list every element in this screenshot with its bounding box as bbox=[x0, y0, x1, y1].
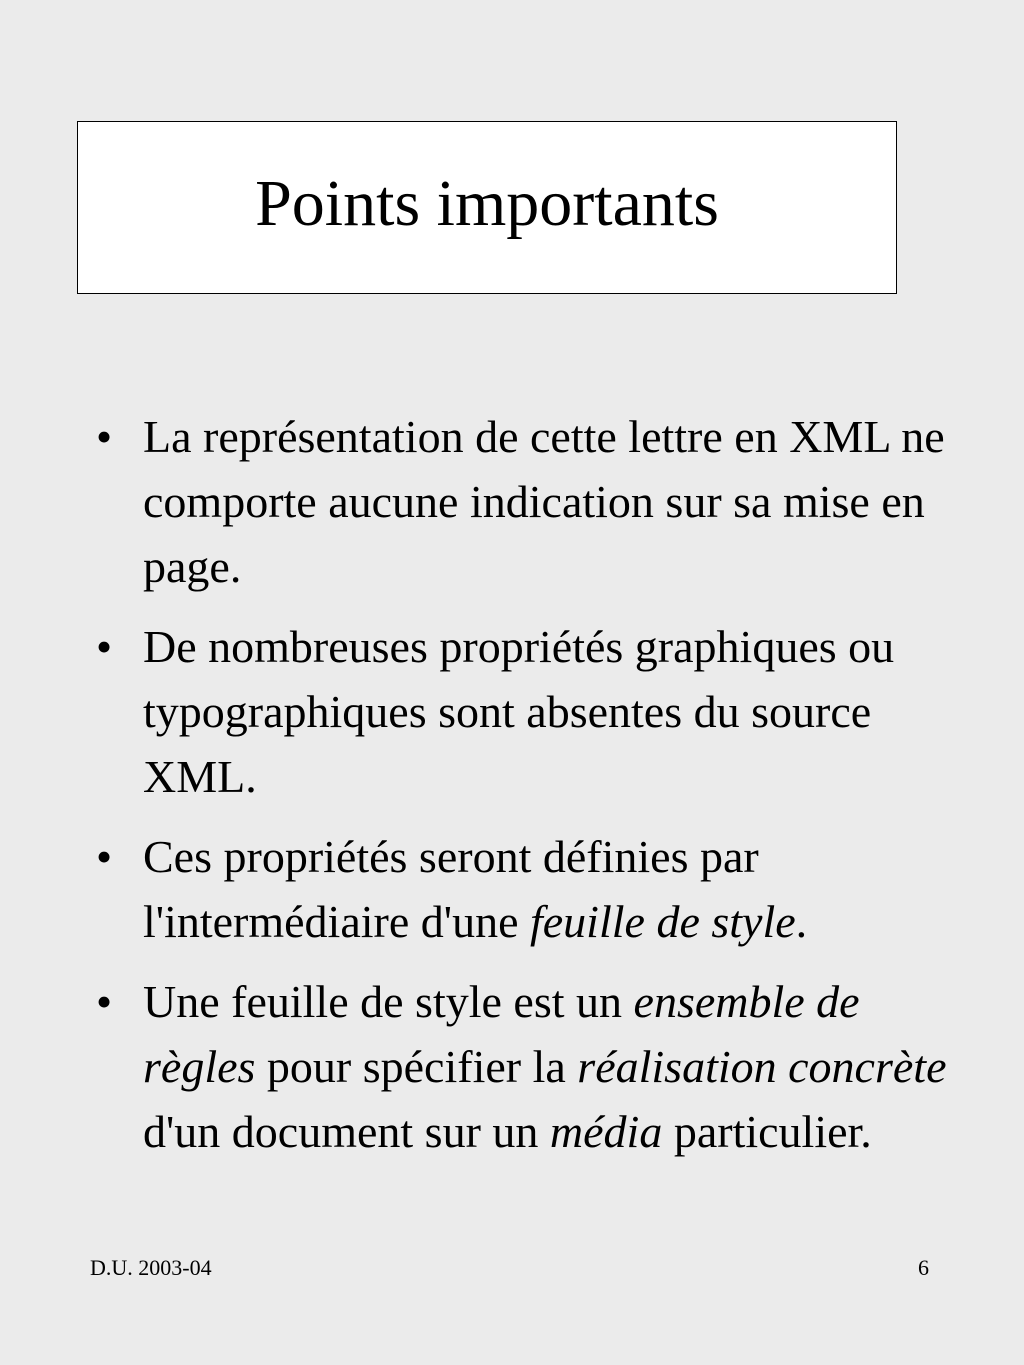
slide-title: Points importants bbox=[255, 166, 719, 240]
bullet-text: La représentation de cette lettre en XML ne comporte aucune indication sur sa mise en page. bbox=[143, 411, 945, 592]
slide-title-box bbox=[77, 121, 897, 294]
emphasis-term: ensemble de règles bbox=[143, 976, 860, 1092]
bullet-text-part: d'un document sur un bbox=[143, 1106, 550, 1157]
bullet-text: De nombreuses propriétés graphiques ou typographiques sont absentes du source XML. bbox=[143, 621, 895, 802]
bullet-text-part: Une feuille de style est un bbox=[143, 976, 634, 1027]
bullet-text-part: . bbox=[795, 896, 808, 947]
bullet-item bbox=[0, 824, 1024, 954]
bullet-icon: • bbox=[96, 621, 113, 672]
bullet-icon: • bbox=[96, 976, 113, 1027]
bullet-list bbox=[0, 404, 1024, 1179]
footer-course-label: D.U. 2003-04 bbox=[90, 1255, 212, 1280]
bullet-icon: • bbox=[96, 411, 113, 462]
emphasis-term: feuille de style bbox=[529, 896, 796, 947]
footer-page-number: 6 bbox=[918, 1255, 929, 1280]
bullet-text-part: particulier. bbox=[662, 1106, 872, 1157]
bullet-icon: • bbox=[96, 831, 113, 882]
emphasis-term: média bbox=[549, 1106, 663, 1157]
bullet-text-part: pour spécifier la bbox=[255, 1041, 578, 1092]
bullet-item bbox=[0, 614, 1024, 809]
emphasis-term: réalisation concrète bbox=[577, 1041, 947, 1092]
bullet-item bbox=[0, 404, 1024, 599]
bullet-text-part: Ces propriétés seront définies par l'intermédiaire d'une bbox=[143, 831, 759, 947]
bullet-item bbox=[0, 969, 1024, 1164]
